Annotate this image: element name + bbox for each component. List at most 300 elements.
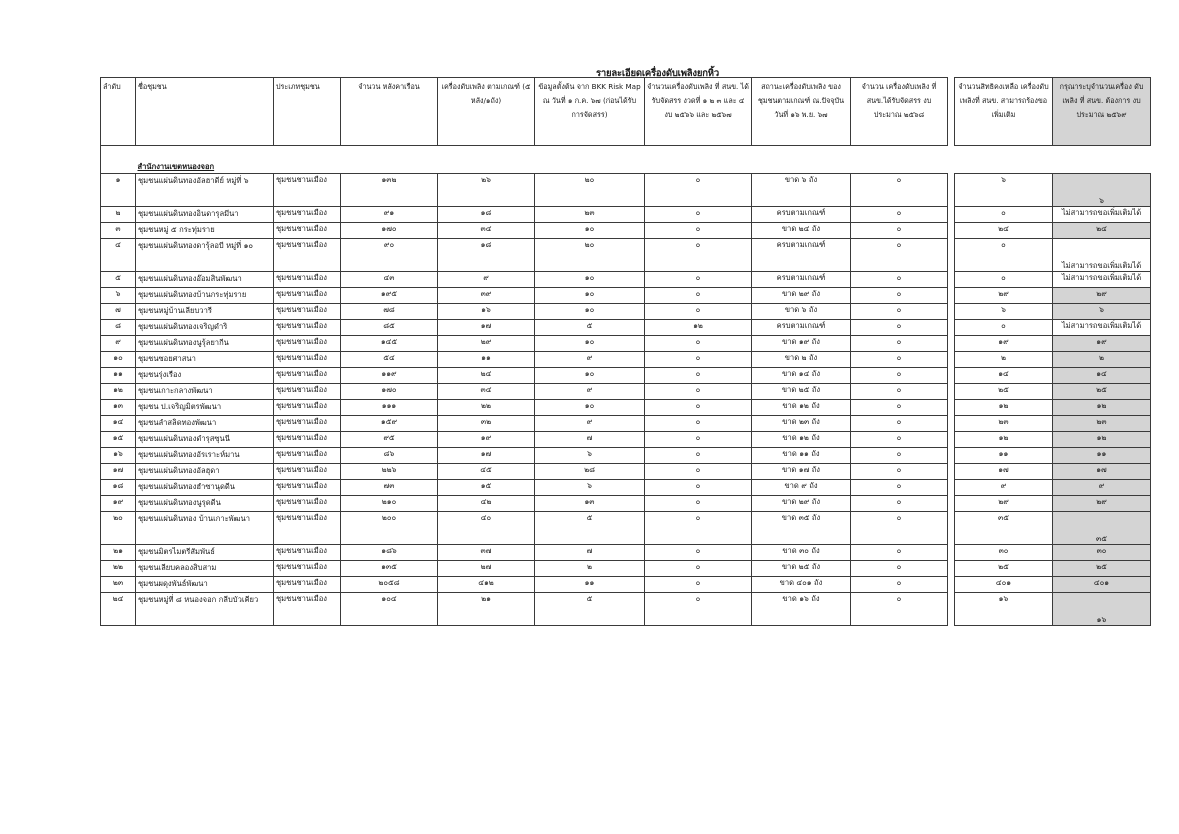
cell-houses: ๒๐๕๘ (341, 577, 438, 593)
header-cell: จำนวนเครื่องดับเพลิง ที่ สนข. ได้รับจัดสรร งวดที่ ๑ ๒ ๓ และ ๔ งบ ๒๕๖๖ และ ๒๕๖๗ (645, 78, 752, 146)
table-row (101, 223, 1151, 239)
cell-type: ชุมชนชานเมือง (274, 239, 341, 272)
section-blank (101, 160, 136, 174)
cell-allocated: ๐ (645, 223, 752, 239)
cell-allocated: ๐ (645, 593, 752, 626)
cell-initial: ๒๐ (535, 239, 645, 272)
cell-criteria: ๔๐ (438, 512, 535, 545)
header-cell: ลำดับ (101, 78, 136, 146)
cell-type: ชุมชนชานเมือง (274, 561, 341, 577)
cell-request: ไม่สามารถขอเพิ่มเติมได้ (1053, 239, 1151, 272)
cell-type: ชุมชนชานเมือง (274, 593, 341, 626)
cell-status: ขาด ๑๖ ถัง (752, 593, 851, 626)
cell-type: ชุมชนชานเมือง (274, 272, 341, 288)
header-cell: จำนวนสิทธิคงเหลือ เครื่องดับเพลิงที่ สนข. สามารถร้องขอเพิ่มเติม (955, 78, 1053, 146)
cell-alloc68: ๐ (851, 480, 948, 496)
cell-remain: ๑๙ (955, 336, 1053, 352)
cell-type: ชุมชนชานเมือง (274, 352, 341, 368)
cell-type: ชุมชนชานเมือง (274, 384, 341, 400)
cell-request: ไม่สามารถขอเพิ่มเติมได้ (1053, 272, 1151, 288)
cell-allocated: ๐ (645, 512, 752, 545)
cell-request: ๑๒ (1053, 400, 1151, 416)
cell-criteria: ๓๒ (438, 416, 535, 432)
cell-name: ชุมชนแผ่นดินทองอ๊อมสินพัฒนา (136, 272, 274, 288)
cell-remain: ๒ (955, 352, 1053, 368)
table-row (101, 448, 1151, 464)
cell-alloc68: ๐ (851, 239, 948, 272)
cell-remain: ๒๙ (955, 288, 1053, 304)
cell-initial: ๑๐ (535, 336, 645, 352)
cell-type: ชุมชนชานเมือง (274, 577, 341, 593)
cell-no: ๒๑ (101, 545, 136, 561)
cell-houses: ๑๗๐ (341, 384, 438, 400)
cell-initial: ๑๐ (535, 400, 645, 416)
cell-status: ขาด ๒๓ ถัง (752, 416, 851, 432)
column-gap (948, 561, 955, 577)
table-row (101, 272, 1151, 288)
cell-alloc68: ๐ (851, 223, 948, 239)
cell-allocated: ๐ (645, 207, 752, 223)
cell-no: ๑๔ (101, 416, 136, 432)
cell-no: ๔ (101, 239, 136, 272)
column-gap (948, 593, 955, 626)
section-row (101, 160, 1151, 174)
cell-name: ชุมชนแผ่นดินทองบ้านกระทุ่มราย (136, 288, 274, 304)
cell-type: ชุมชนชานเมือง (274, 368, 341, 384)
cell-initial: ๒๘ (535, 464, 645, 480)
column-gap (948, 174, 955, 207)
cell-houses: ๒๒๖ (341, 464, 438, 480)
cell-type: ชุมชนชานเมือง (274, 480, 341, 496)
cell-no: ๑๒ (101, 384, 136, 400)
cell-request: ๑๖ (1053, 593, 1151, 626)
column-gap (948, 320, 955, 336)
cell-houses: ๑๙๕ (341, 288, 438, 304)
cell-allocated: ๐ (645, 368, 752, 384)
cell-initial: ๑๑ (535, 577, 645, 593)
header-row (101, 78, 1151, 146)
cell-status: ขาด ๒๕ ถัง (752, 384, 851, 400)
cell-name: ชุมชนแผ่นดินทองเจริญดำริ (136, 320, 274, 336)
table-row (101, 400, 1151, 416)
cell-houses: ๑๓๒ (341, 174, 438, 207)
cell-alloc68: ๐ (851, 174, 948, 207)
cell-houses: ๒๑๐ (341, 496, 438, 512)
cell-houses: ๑๗๐ (341, 223, 438, 239)
cell-remain: ๒๓ (955, 416, 1053, 432)
cell-initial: ๒๐ (535, 174, 645, 207)
column-gap (948, 512, 955, 545)
cell-criteria: ๑๗ (438, 448, 535, 464)
header-cell: สถานะเครื่องดับเพลิง ของชุมชนตามเกณฑ์ ณ.ปัจจุบัน วันที่ ๑๖ พ.ย. ๖๗ (752, 78, 851, 146)
cell-allocated: ๐ (645, 496, 752, 512)
cell-name: ชุมชนแผ่นดินทองนูรุ้ลยากีน (136, 336, 274, 352)
cell-name: ชุมชนแผ่นดินทอง บ้านเกาะพัฒนา (136, 512, 274, 545)
cell-alloc68: ๐ (851, 496, 948, 512)
cell-request: ๙ (1053, 480, 1151, 496)
column-gap (948, 223, 955, 239)
cell-type: ชุมชนชานเมือง (274, 207, 341, 223)
cell-allocated: ๐ (645, 448, 752, 464)
cell-alloc68: ๐ (851, 336, 948, 352)
cell-allocated: ๐ (645, 480, 752, 496)
column-gap (948, 239, 955, 272)
cell-criteria: ๓๔ (438, 223, 535, 239)
cell-criteria: ๒๙ (438, 336, 535, 352)
cell-allocated: ๐ (645, 352, 752, 368)
column-gap (948, 384, 955, 400)
cell-request: ๖ (1053, 174, 1151, 207)
cell-allocated: ๐ (645, 336, 752, 352)
cell-allocated: ๐ (645, 400, 752, 416)
cell-criteria: ๒๖ (438, 174, 535, 207)
cell-alloc68: ๐ (851, 464, 948, 480)
cell-remain: ๐ (955, 207, 1053, 223)
table-row (101, 336, 1151, 352)
cell-remain: ๓๐ (955, 545, 1053, 561)
cell-remain: ๒๔ (955, 223, 1053, 239)
cell-criteria: ๑๑ (438, 352, 535, 368)
cell-status: ขาด ๑๒ ถัง (752, 432, 851, 448)
column-gap (948, 400, 955, 416)
column-gap (948, 577, 955, 593)
column-gap (948, 272, 955, 288)
cell-name: ชุมชนแผ่นดินทองดำรุสซุนนี (136, 432, 274, 448)
cell-allocated: ๐ (645, 288, 752, 304)
cell-criteria: ๔๕ (438, 464, 535, 480)
column-gap (948, 336, 955, 352)
column-gap (948, 464, 955, 480)
cell-houses: ๑๐๔ (341, 593, 438, 626)
cell-no: ๒๓ (101, 577, 136, 593)
cell-remain: ๖ (955, 304, 1053, 320)
cell-initial: ๙ (535, 352, 645, 368)
cell-criteria: ๒๔ (438, 368, 535, 384)
spacer-row (101, 146, 1151, 160)
cell-no: ๑ (101, 174, 136, 207)
cell-type: ชุมชนชานเมือง (274, 448, 341, 464)
cell-no: ๓ (101, 223, 136, 239)
column-gap (948, 496, 955, 512)
cell-name: ชุมชนลำสลิดทองพัฒนา (136, 416, 274, 432)
cell-status: ขาด ๒๔ ถัง (752, 223, 851, 239)
cell-criteria: ๑๘ (438, 239, 535, 272)
table-row (101, 207, 1151, 223)
table-row (101, 577, 1151, 593)
cell-type: ชุมชนชานเมือง (274, 304, 341, 320)
cell-houses: ๔๓ (341, 272, 438, 288)
cell-name: ชุมชนมิตรไมตรีสัมพันธ์ (136, 545, 274, 561)
cell-allocated: ๐ (645, 239, 752, 272)
cell-name: ชุมชนเลียบคลองสิบสาม (136, 561, 274, 577)
cell-request: ๑๗ (1053, 464, 1151, 480)
cell-initial: ๕ (535, 320, 645, 336)
cell-type: ชุมชนชานเมือง (274, 320, 341, 336)
cell-request: ๔๐๑ (1053, 577, 1151, 593)
cell-criteria: ๒๒ (438, 400, 535, 416)
cell-request: ๒๕ (1053, 561, 1151, 577)
cell-alloc68: ๐ (851, 512, 948, 545)
table-row (101, 174, 1151, 207)
cell-name: ชุมชนแผ่นดินทองดารุ้ลอบี หมู่ที่ ๑๐ (136, 239, 274, 272)
table-row (101, 496, 1151, 512)
cell-status: ขาด ๓๕ ถัง (752, 512, 851, 545)
cell-no: ๑๕ (101, 432, 136, 448)
column-gap (948, 368, 955, 384)
cell-houses: ๑๓๕ (341, 561, 438, 577)
cell-alloc68: ๐ (851, 207, 948, 223)
cell-initial: ๕ (535, 593, 645, 626)
cell-allocated: ๐ (645, 304, 752, 320)
cell-request: ๓๐ (1053, 545, 1151, 561)
cell-alloc68: ๐ (851, 545, 948, 561)
table-row (101, 545, 1151, 561)
cell-remain: ๒๕ (955, 561, 1053, 577)
cell-name: ชุมชนแผ่นดินทองนูรุดดีน (136, 496, 274, 512)
cell-initial: ๑๐ (535, 304, 645, 320)
header-cell: ประเภทชุมชน (274, 78, 341, 146)
cell-remain: ๑๒ (955, 400, 1053, 416)
cell-alloc68: ๐ (851, 384, 948, 400)
cell-houses: ๘๖ (341, 448, 438, 464)
cell-initial: ๑๐ (535, 223, 645, 239)
cell-status: ขาด ๑๔ ถัง (752, 368, 851, 384)
cell-no: ๒ (101, 207, 136, 223)
cell-no: ๒๒ (101, 561, 136, 577)
column-gap (948, 352, 955, 368)
cell-criteria: ๑๗ (438, 320, 535, 336)
table-row (101, 352, 1151, 368)
cell-criteria: ๑๙ (438, 432, 535, 448)
cell-status: ขาด ๒ ถัง (752, 352, 851, 368)
cell-request: ไม่สามารถขอเพิ่มเติมได้ (1053, 207, 1151, 223)
cell-status: ขาด ๖ ถัง (752, 304, 851, 320)
cell-alloc68: ๐ (851, 593, 948, 626)
column-gap (948, 78, 955, 146)
cell-alloc68: ๐ (851, 288, 948, 304)
cell-remain: ๐ (955, 320, 1053, 336)
cell-initial: ๖ (535, 480, 645, 496)
cell-criteria: ๒๗ (438, 561, 535, 577)
cell-name: ชุมชนหมู่ที่ ๘ หนองจอก กลีบบัวเคียว (136, 593, 274, 626)
cell-allocated: ๐ (645, 577, 752, 593)
cell-houses: ๘๕ (341, 320, 438, 336)
cell-status: ครบตามเกณฑ์ (752, 207, 851, 223)
column-gap (948, 207, 955, 223)
cell-initial: ๒ (535, 561, 645, 577)
cell-status: ครบตามเกณฑ์ (752, 239, 851, 272)
cell-alloc68: ๐ (851, 416, 948, 432)
cell-remain: ๓๕ (955, 512, 1053, 545)
cell-criteria: ๓๙ (438, 288, 535, 304)
column-gap (948, 448, 955, 464)
cell-request: ๑๙ (1053, 336, 1151, 352)
table-row (101, 416, 1151, 432)
table-row (101, 561, 1151, 577)
table-row (101, 593, 1151, 626)
cell-allocated: ๐ (645, 545, 752, 561)
cell-remain: ๐ (955, 239, 1053, 272)
cell-name: ชุมชนแผ่นดินทองอัลฮาดีย์ หมู่ที่ ๖ (136, 174, 274, 207)
cell-criteria: ๓๗ (438, 545, 535, 561)
cell-remain: ๖ (955, 174, 1053, 207)
header-cell: จำนวน เครื่องดับเพลิง ที่ สนข.ได้รับจัดสรร งบประมาณ ๒๕๖๘ (851, 78, 948, 146)
cell-remain: ๒๕ (955, 384, 1053, 400)
cell-name: ชุมชนแผ่นดินทองฮำซานุดดีน (136, 480, 274, 496)
cell-request: ๒๙ (1053, 288, 1151, 304)
table-row (101, 512, 1151, 545)
cell-name: ชุมชน ป.เจริญมิตรพัฒนา (136, 400, 274, 416)
table-row (101, 464, 1151, 480)
table-row (101, 368, 1151, 384)
cell-no: ๑๖ (101, 448, 136, 464)
table-row (101, 239, 1151, 272)
cell-no: ๑๘ (101, 480, 136, 496)
cell-status: ครบตามเกณฑ์ (752, 272, 851, 288)
cell-request: ๒๙ (1053, 496, 1151, 512)
cell-alloc68: ๐ (851, 561, 948, 577)
cell-type: ชุมชนชานเมือง (274, 512, 341, 545)
cell-status: ขาด ๒๕ ถัง (752, 561, 851, 577)
cell-remain: ๑๒ (955, 432, 1053, 448)
cell-criteria: ๑๘ (438, 207, 535, 223)
cell-no: ๑๗ (101, 464, 136, 480)
cell-request: ๒ (1053, 352, 1151, 368)
cell-name: ชุมชนแผ่นดินทองอินดารุลมีนา (136, 207, 274, 223)
cell-initial: ๙ (535, 416, 645, 432)
cell-no: ๘ (101, 320, 136, 336)
cell-name: ชุมชนเกาะกลางพัฒนา (136, 384, 274, 400)
cell-status: ขาด ๒๙ ถัง (752, 496, 851, 512)
cell-criteria: ๑๕ (438, 480, 535, 496)
cell-criteria: ๓๔ (438, 384, 535, 400)
cell-alloc68: ๐ (851, 400, 948, 416)
cell-status: ขาด ๔๐๑ ถัง (752, 577, 851, 593)
cell-request: ๑๑ (1053, 448, 1151, 464)
cell-remain: ๔๐๑ (955, 577, 1053, 593)
cell-type: ชุมชนชานเมือง (274, 464, 341, 480)
cell-name: ชุมชนซอยศาสนา (136, 352, 274, 368)
cell-no: ๒๐ (101, 512, 136, 545)
cell-houses: ๒๐๐ (341, 512, 438, 545)
section-label: สำนักงานเขตหนองจอก (137, 161, 215, 171)
cell-request: ๖ (1053, 304, 1151, 320)
cell-allocated: ๐ (645, 384, 752, 400)
cell-allocated: ๑๒ (645, 320, 752, 336)
cell-remain: ๑๑ (955, 448, 1053, 464)
column-gap (948, 288, 955, 304)
table-row (101, 304, 1151, 320)
cell-no: ๙ (101, 336, 136, 352)
cell-name: ชุมชนหมู่ ๕ กระทุ่มราย (136, 223, 274, 239)
cell-status: ครบตามเกณฑ์ (752, 320, 851, 336)
cell-name: ชุมชนผดุงพันธ์พัฒนา (136, 577, 274, 593)
cell-name: ชุมชนรุ่งเรือง (136, 368, 274, 384)
cell-no: ๒๔ (101, 593, 136, 626)
cell-status: ขาด ๑๒ ถัง (752, 400, 851, 416)
column-gap (948, 545, 955, 561)
cell-remain: ๙ (955, 480, 1053, 496)
cell-remain: ๑๖ (955, 593, 1053, 626)
cell-type: ชุมชนชานเมือง (274, 223, 341, 239)
cell-initial: ๗ (535, 545, 645, 561)
cell-request: ไม่สามารถขอเพิ่มเติมได้ (1053, 320, 1151, 336)
cell-type: ชุมชนชานเมือง (274, 432, 341, 448)
cell-name: ชุมชนหมู่บ้านเลียบวารี (136, 304, 274, 320)
cell-remain: ๒๙ (955, 496, 1053, 512)
table-row (101, 288, 1151, 304)
header-cell: จำนวน หลังคาเรือน (341, 78, 438, 146)
table-row (101, 320, 1151, 336)
header-cell: ชื่อชุมชน (136, 78, 274, 146)
spacer-cell (101, 146, 1151, 160)
cell-houses: ๙๐ (341, 239, 438, 272)
cell-initial: ๑๓ (535, 496, 645, 512)
cell-initial: ๒๓ (535, 207, 645, 223)
cell-houses: ๙๕ (341, 432, 438, 448)
cell-status: ขาด ๒๙ ถัง (752, 288, 851, 304)
table-row (101, 384, 1151, 400)
cell-request: ๒๓ (1053, 416, 1151, 432)
cell-alloc68: ๐ (851, 577, 948, 593)
cell-no: ๖ (101, 288, 136, 304)
cell-houses: ๑๕๙ (341, 416, 438, 432)
cell-alloc68: ๐ (851, 320, 948, 336)
cell-allocated: ๐ (645, 174, 752, 207)
cell-type: ชุมชนชานเมือง (274, 416, 341, 432)
cell-houses: ๑๑๙ (341, 368, 438, 384)
cell-request: ๒๕ (1053, 384, 1151, 400)
cell-initial: ๑๐ (535, 272, 645, 288)
cell-houses: ๑๑๑ (341, 400, 438, 416)
cell-remain: ๑๔ (955, 368, 1053, 384)
cell-criteria: ๒๑ (438, 593, 535, 626)
cell-houses: ๗๘ (341, 304, 438, 320)
firefighter-table (100, 77, 1151, 626)
column-gap (948, 480, 955, 496)
cell-type: ชุมชนชานเมือง (274, 336, 341, 352)
table-row (101, 480, 1151, 496)
table-row (101, 432, 1151, 448)
cell-criteria: ๔๑๒ (438, 577, 535, 593)
cell-request: ๓๕ (1053, 512, 1151, 545)
header-cell: เครื่องดับเพลิง ตามเกณฑ์ (๕ หลัง/๑ถัง) (438, 78, 535, 146)
cell-houses: ๑๔๕ (341, 336, 438, 352)
cell-no: ๑๙ (101, 496, 136, 512)
cell-no: ๑๐ (101, 352, 136, 368)
cell-initial: ๙ (535, 384, 645, 400)
cell-alloc68: ๐ (851, 368, 948, 384)
cell-initial: ๖ (535, 448, 645, 464)
cell-criteria: ๑๖ (438, 304, 535, 320)
cell-no: ๑๑ (101, 368, 136, 384)
cell-houses: ๙๑ (341, 207, 438, 223)
cell-houses: ๗๓ (341, 480, 438, 496)
cell-status: ขาด ๑๗ ถัง (752, 464, 851, 480)
cell-type: ชุมชนชานเมือง (274, 174, 341, 207)
cell-type: ชุมชนชานเมือง (274, 545, 341, 561)
cell-initial: ๗ (535, 432, 645, 448)
cell-name: ชุมชนแผ่นดินทองอัรเราะห์มาน (136, 448, 274, 464)
cell-alloc68: ๐ (851, 304, 948, 320)
cell-initial: ๕ (535, 512, 645, 545)
cell-name: ชุมชนแผ่นดินทองอัลฮุดา (136, 464, 274, 480)
cell-request: ๑๔ (1053, 368, 1151, 384)
cell-status: ขาด ๙ ถัง (752, 480, 851, 496)
header-cell: ข้อมูลตั้งต้น จาก BKK Risk Map ณ วันที่ ๑ ก.ค. ๖๗ (ก่อนได้รับการจัดสรร) (535, 78, 645, 146)
cell-allocated: ๐ (645, 561, 752, 577)
cell-allocated: ๐ (645, 432, 752, 448)
